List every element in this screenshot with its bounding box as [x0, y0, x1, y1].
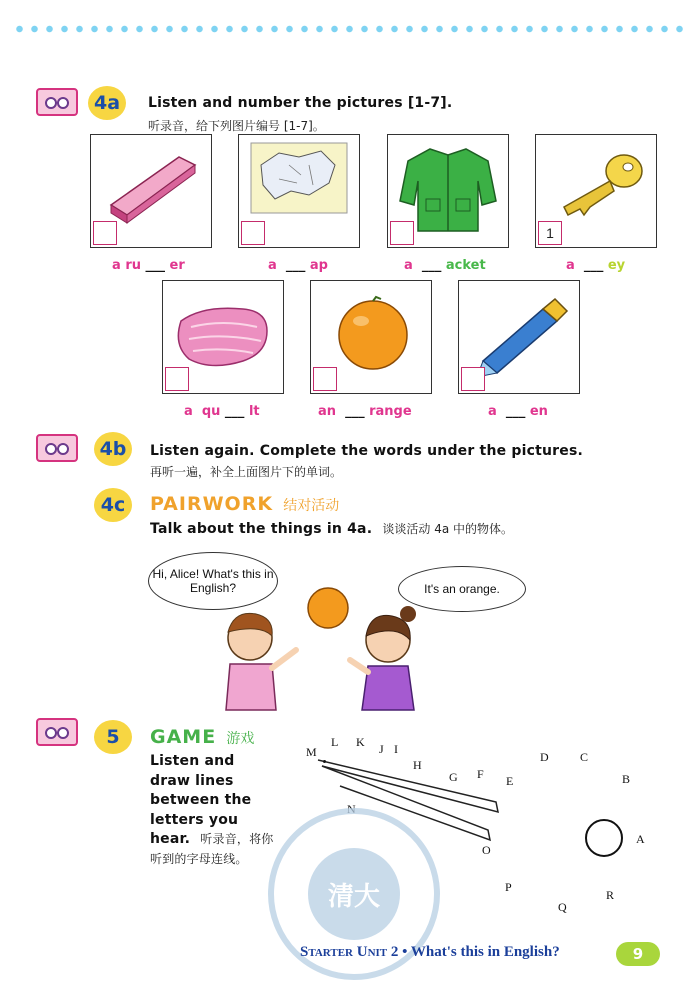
page-number: 9	[616, 942, 660, 966]
word-quilt: a qu ___ lt	[184, 404, 260, 419]
letter-n: N	[347, 802, 356, 816]
number-box[interactable]	[93, 221, 117, 245]
letter-j: J	[379, 742, 384, 756]
letter-c: C	[580, 750, 589, 764]
cassette-icon	[36, 718, 78, 746]
orange-icon	[308, 588, 348, 628]
letter-h: H	[413, 758, 422, 772]
instruction-4b-cn: 再听一遍，补全上面图片下的单词。	[150, 465, 343, 479]
letter-r: R	[606, 888, 615, 902]
picture-jacket	[387, 134, 509, 248]
game-heading-cn: 游戏	[226, 731, 255, 747]
word-orange: an ___ range	[318, 404, 412, 419]
speech-bubble-boy: Hi, Alice! What's this in English?	[148, 552, 278, 610]
picture-pen	[458, 280, 580, 394]
letter-l: L	[331, 735, 339, 749]
letter-o: O	[482, 843, 491, 857]
letter-i: I	[394, 742, 398, 756]
badge-4c: 4c	[94, 488, 132, 522]
picture-orange	[310, 280, 432, 394]
badge-4a: 4a	[88, 86, 126, 120]
letter-a: A	[636, 832, 645, 846]
pairwork-heading-cn: 结对活动	[283, 498, 340, 514]
letter-g: G	[449, 770, 458, 784]
picture-key	[535, 134, 657, 248]
word-pen: a ___ en	[488, 404, 548, 419]
top-dot-border	[12, 22, 688, 36]
word-key: a ___ ey	[566, 258, 626, 273]
word-jacket: a ___ acket	[404, 258, 486, 273]
word-ruler: a ru ___ er	[112, 258, 185, 273]
instruction-4a: Listen and number the pictures [1-7].	[148, 95, 453, 111]
instruction-4c: Talk about the things in 4a. 谈谈活动 4a 中的物体。	[150, 521, 514, 537]
picture-ruler	[90, 134, 212, 248]
game-heading: GAME	[150, 726, 217, 748]
pairwork-heading: PAIRWORK	[150, 493, 274, 515]
letter-p: P	[505, 880, 512, 894]
children-illustration	[200, 580, 460, 720]
word-map: a ___ ap	[268, 258, 328, 273]
picture-quilt	[162, 280, 284, 394]
speech-bubble-girl: It's an orange.	[398, 566, 526, 612]
picture-map	[238, 134, 360, 248]
letter-k: K	[356, 735, 365, 749]
number-box[interactable]	[461, 367, 485, 391]
letter-m: M	[306, 745, 317, 759]
letter-d: D	[540, 750, 549, 764]
cassette-icon	[36, 88, 78, 116]
heading-5	[150, 726, 254, 748]
number-box[interactable]	[165, 367, 189, 391]
instruction-4a-cn: 听录音，给下列图片编号 [1-7]。	[148, 119, 325, 133]
letter-f: F	[477, 767, 484, 781]
number-box[interactable]: 1	[538, 221, 562, 245]
number-box[interactable]	[313, 367, 337, 391]
number-box[interactable]	[241, 221, 265, 245]
instruction-5: Listen and draw lines between the letters you hear. 听录音，将你 听到的字母连线。	[150, 753, 274, 866]
instruction-4b: Listen again. Complete the words under the pictures.	[150, 443, 584, 459]
watermark-center: 清大	[308, 848, 400, 940]
letter-e: E	[506, 774, 514, 788]
badge-5: 5	[94, 720, 132, 754]
letter-b: B	[622, 772, 631, 786]
letter-q: Q	[558, 900, 567, 914]
cassette-icon	[36, 434, 78, 462]
badge-4b: 4b	[94, 432, 132, 466]
number-box[interactable]	[390, 221, 414, 245]
footer-running-title: Starter Unit 2 • What's this in English?	[300, 944, 560, 960]
heading-4c	[150, 493, 339, 515]
